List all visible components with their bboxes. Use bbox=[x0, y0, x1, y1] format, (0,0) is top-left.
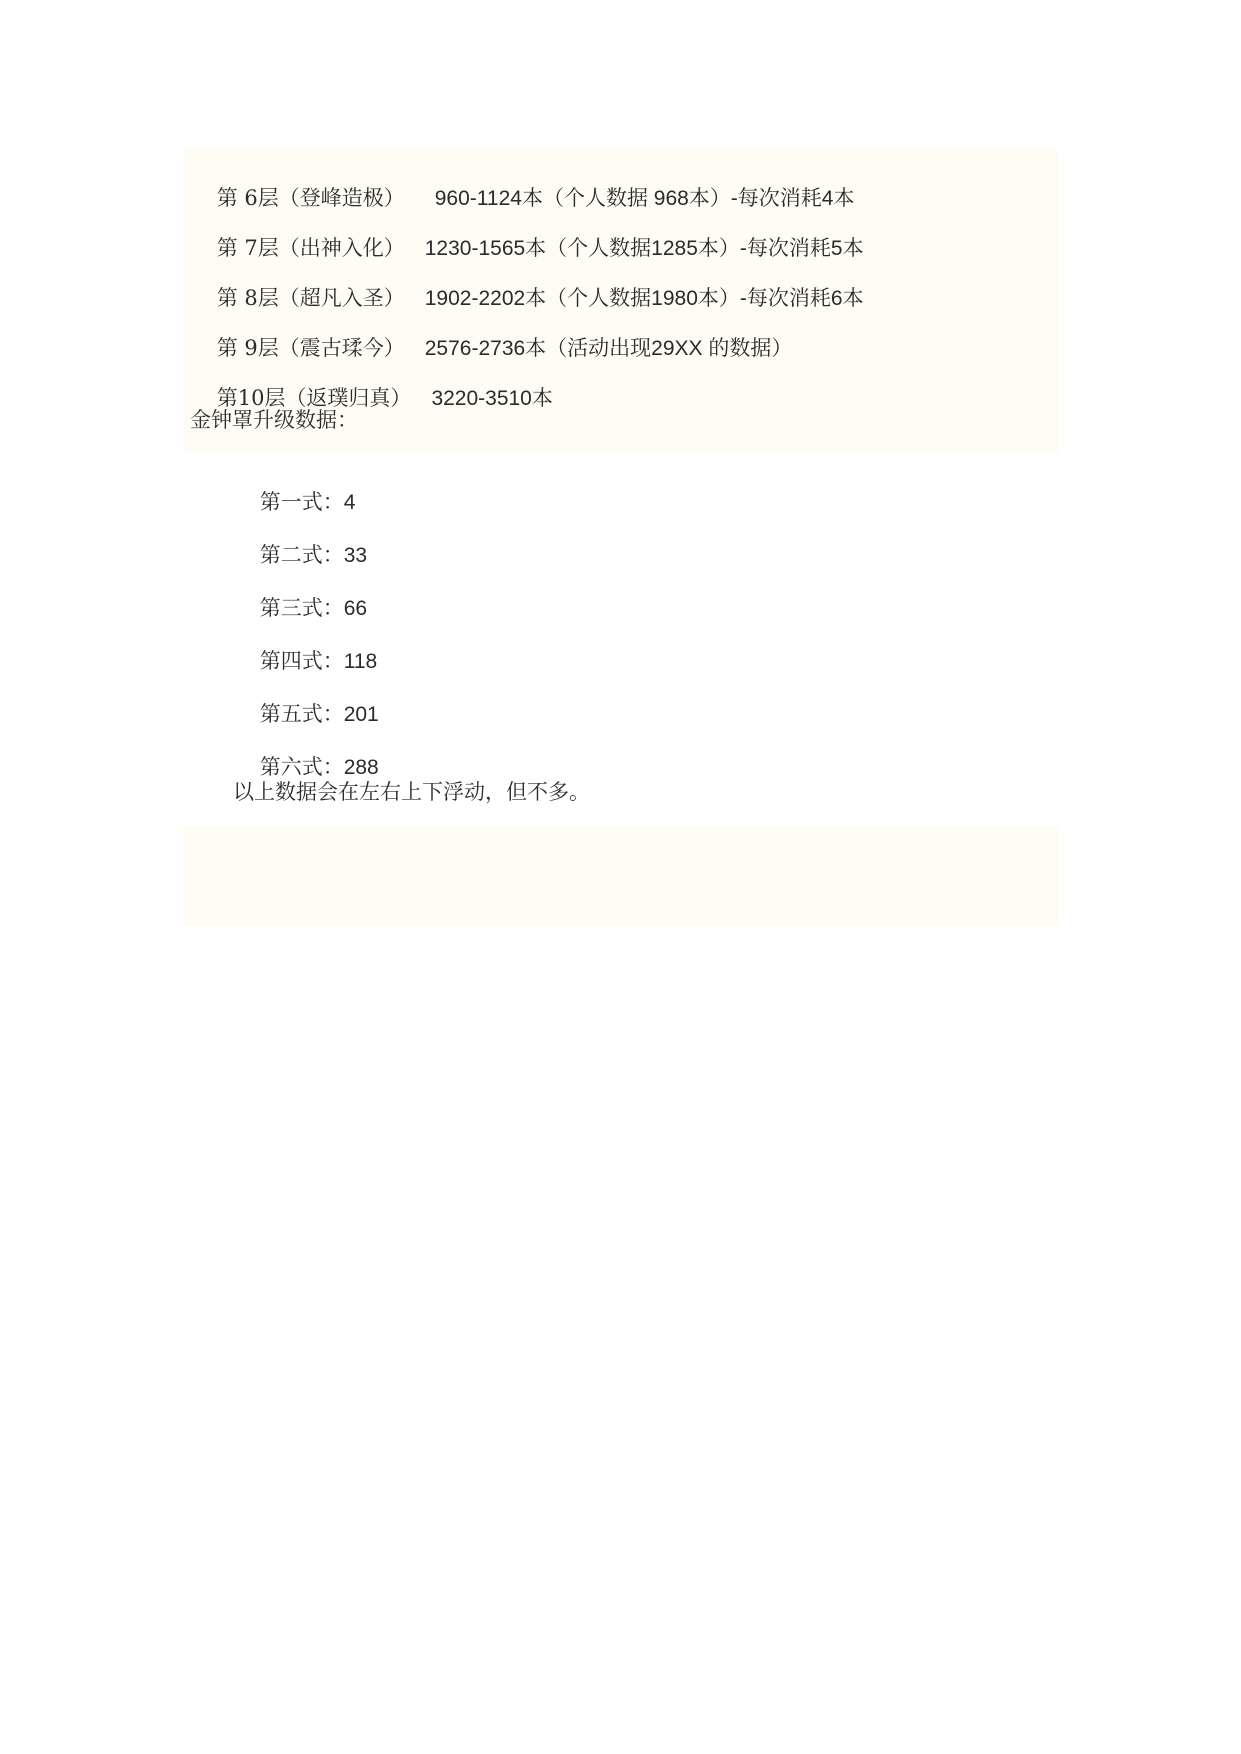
note-text: 以上数据会在左右上下浮动，但不多。 bbox=[233, 780, 590, 804]
form-value: 201 bbox=[343, 703, 379, 726]
level-label: 第 8层（超凡入圣） bbox=[216, 286, 405, 310]
form-label: 第三式： bbox=[259, 596, 344, 620]
level-label: 第 6层（登峰造极） bbox=[216, 186, 405, 210]
form-label: 第四式： bbox=[259, 649, 344, 673]
form-label: 第一式： bbox=[259, 490, 344, 514]
form-label: 第五式： bbox=[259, 702, 344, 726]
level-range: 3220-3510本 bbox=[431, 387, 553, 410]
level-range: 1902-2202本（个人数据1980本）-每次消耗6本 bbox=[424, 287, 864, 310]
form-value: 33 bbox=[343, 544, 368, 567]
highlight-background-bottom bbox=[184, 826, 1059, 926]
level-range: 2576-2736本（活动出现29XX 的数据） bbox=[424, 337, 793, 360]
form-label: 第六式： bbox=[259, 755, 344, 779]
upgrade-title: 金钟罩升级数据： bbox=[190, 408, 358, 432]
form-value: 288 bbox=[343, 756, 379, 779]
form-value: 118 bbox=[343, 650, 378, 673]
level-label: 第 7层（出神入化） bbox=[216, 236, 405, 260]
form-label: 第二式： bbox=[259, 543, 344, 567]
form-value: 4 bbox=[343, 491, 356, 514]
level-label: 第10层（返璞归真） bbox=[216, 386, 412, 410]
level-range: 960-1124本（个人数据 968本）-每次消耗4本 bbox=[434, 187, 855, 210]
form-value: 66 bbox=[343, 597, 368, 620]
level-label: 第 9层（震古瑈今） bbox=[216, 336, 405, 360]
level-range: 1230-1565本（个人数据1285本）-每次消耗5本 bbox=[424, 237, 864, 260]
